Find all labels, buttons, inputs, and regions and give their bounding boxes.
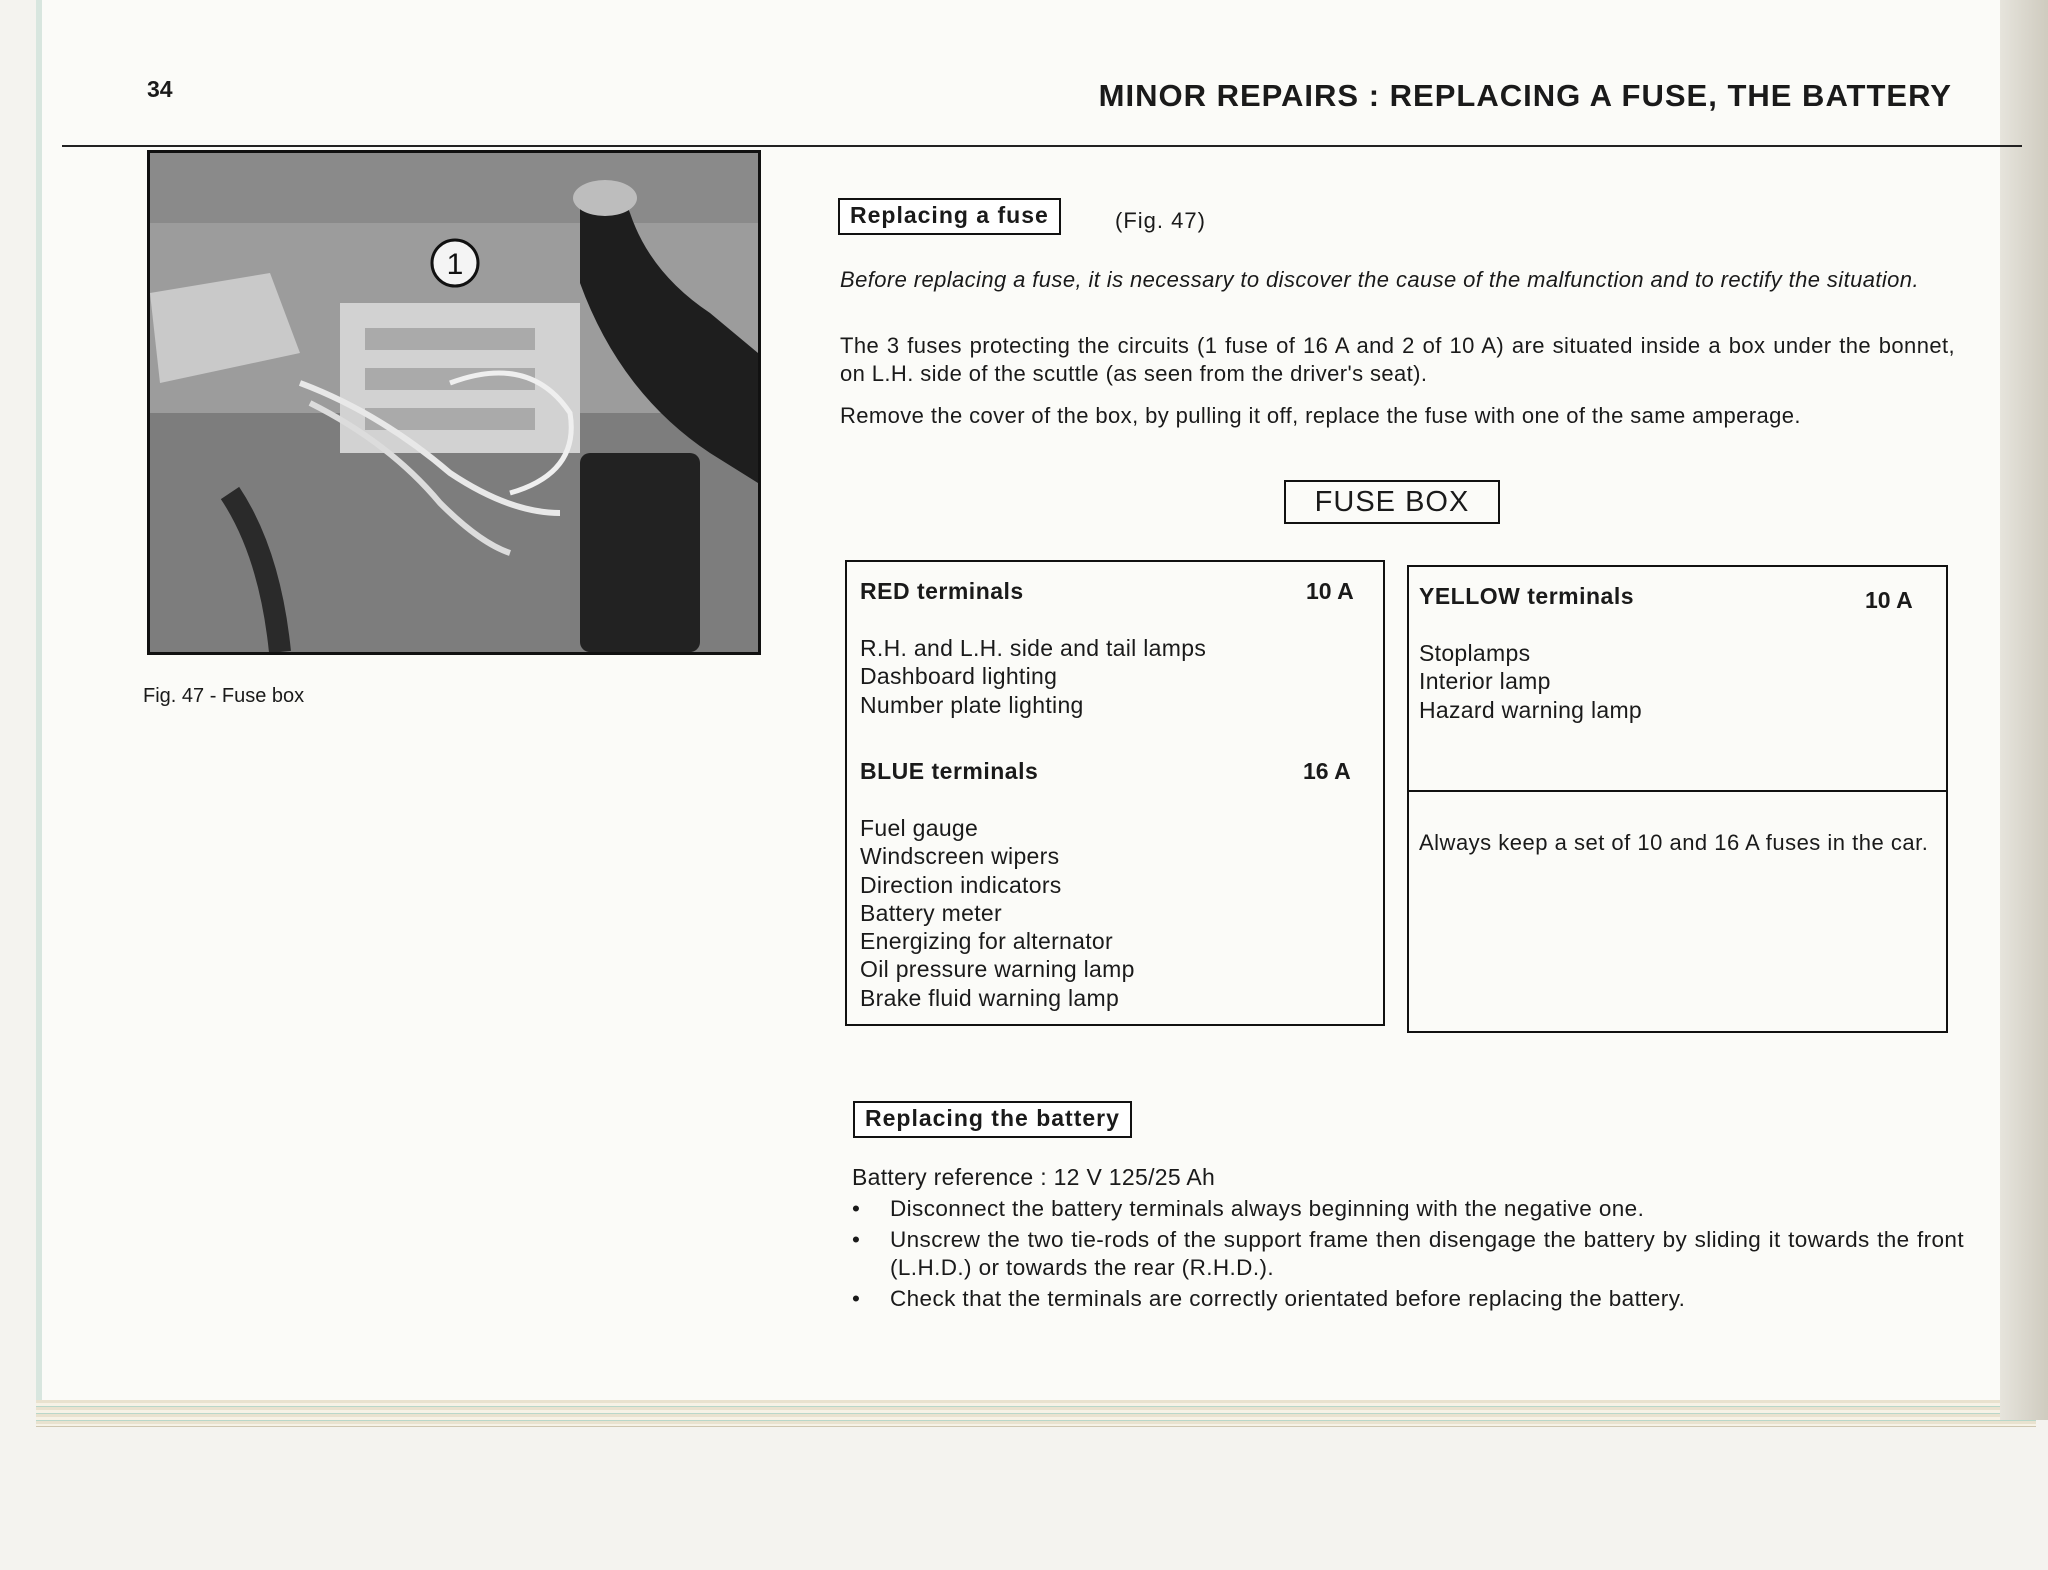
header-rule <box>62 145 2022 147</box>
red-terminals-amperage: 10 A <box>1306 578 1354 604</box>
battery-steps-list <box>852 1195 1964 1316</box>
list-item: Battery meter <box>860 899 1002 926</box>
figure-reference: (Fig. 47) <box>1115 208 1206 233</box>
battery-step-text: Unscrew the two tie-rods of the support frame then disengage the battery by sliding it towards the front (L.H.D.) or towards the rear (R.H.D.). <box>890 1227 1964 1280</box>
photo-callout-number: 1 <box>446 248 464 281</box>
bullet-symbol: • <box>852 1196 861 1221</box>
fuse-replace-paragraph: Remove the cover of the box, by pulling it off, replace the fuse with one of the same amperage. <box>840 403 1801 428</box>
list-item <box>852 1195 1964 1223</box>
fuse-box-title: FUSE BOX <box>1284 480 1500 524</box>
facing-page-edge <box>2000 0 2048 1420</box>
page-number: 34 <box>147 76 173 102</box>
blue-terminals-amperage: 16 A <box>1303 758 1351 784</box>
list-item <box>852 1226 1964 1282</box>
figure-caption: Fig. 47 - Fuse box <box>143 685 305 707</box>
replacing-battery-heading: Replacing the battery <box>853 1101 1132 1138</box>
yellow-terminals-list <box>1419 639 1642 724</box>
replacing-fuse-heading: Replacing a fuse <box>838 198 1061 235</box>
list-item: Interior lamp <box>1419 668 1551 695</box>
panel-divider <box>1409 790 1946 792</box>
list-item: Number plate lighting <box>860 691 1084 718</box>
blue-terminals-list <box>860 814 1135 1012</box>
yellow-terminals-label: YELLOW terminals <box>1419 583 1635 609</box>
battery-step-text: Check that the terminals are correctly orientated before replacing the battery. <box>890 1286 1686 1311</box>
yellow-fuse-panel <box>1407 565 1948 1033</box>
list-item: Stoplamps <box>1419 640 1531 666</box>
bullet-symbol: • <box>852 1227 861 1252</box>
fuse-intro-paragraph: Before replacing a fuse, it is necessary to discover the cause of the malfunction and to rectify the situation. <box>840 267 1919 292</box>
red-blue-fuse-panel <box>845 560 1385 1026</box>
battery-reference: Battery reference : 12 V 125/25 Ah <box>852 1164 1216 1190</box>
list-item: Brake fluid warning lamp <box>860 984 1120 1011</box>
list-item <box>852 1285 1964 1313</box>
bullet-symbol: • <box>852 1286 861 1311</box>
list-item: Fuel gauge <box>860 815 979 841</box>
page-edge <box>36 1400 2036 1427</box>
running-head: MINOR REPAIRS : REPLACING A FUSE, THE BATTERY <box>1098 78 1952 113</box>
fuse-location-paragraph: The 3 fuses protecting the circuits (1 fuse of 16 A and 2 of 10 A) are situated inside a box under the bonnet, on L.H. side of the scuttle (as seen from the driver's seat). <box>840 333 1955 386</box>
list-item: Hazard warning lamp <box>1419 696 1643 723</box>
list-item: Energizing for alternator <box>860 928 1113 955</box>
blue-terminals-label: BLUE terminals <box>860 758 1039 784</box>
list-item: Direction indicators <box>860 871 1062 898</box>
spare-fuses-note: Always keep a set of 10 and 16 A fuses in the car. <box>1419 830 1929 855</box>
fuse-box-photo <box>147 150 761 655</box>
list-item: Windscreen wipers <box>860 843 1060 870</box>
list-item: Dashboard lighting <box>860 663 1058 690</box>
red-terminals-list <box>860 634 1206 719</box>
list-item: R.H. and L.H. side and tail lamps <box>860 635 1207 661</box>
battery-step-text: Disconnect the battery terminals always beginning with the negative one. <box>890 1196 1645 1221</box>
red-terminals-label: RED terminals <box>860 578 1024 604</box>
yellow-terminals-amperage: 10 A <box>1865 587 1913 613</box>
list-item: Oil pressure warning lamp <box>860 956 1135 983</box>
